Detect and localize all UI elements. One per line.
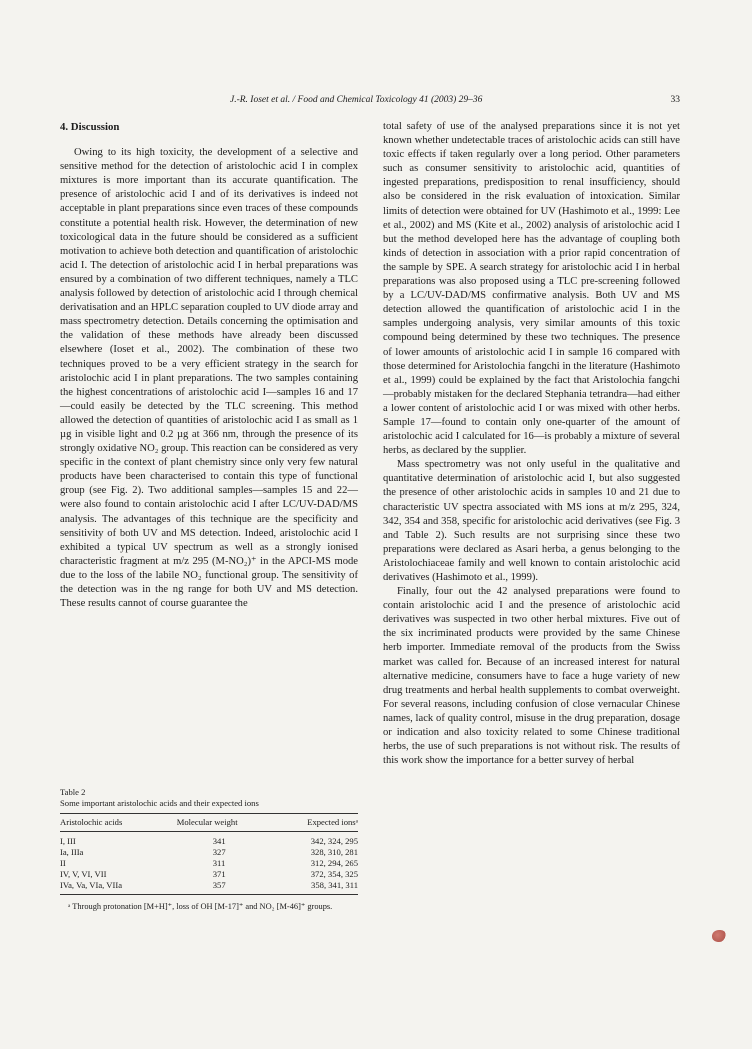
right-column bbox=[383, 120, 680, 768]
cell-expected-ions: 372, 354, 325 bbox=[310, 869, 358, 879]
section-title: 4. Discussion bbox=[60, 121, 120, 133]
cell-expected-ions: 328, 310, 281 bbox=[310, 847, 358, 857]
cell-expected-ions: 342, 324, 295 bbox=[310, 836, 358, 846]
aristolochic-acids-table bbox=[60, 813, 358, 895]
cell-acids: Ia, IIIa bbox=[60, 847, 84, 857]
column-header-acids: Aristolochic acids bbox=[60, 814, 155, 832]
cell-acids: IVa, Va, VIa, VIIa bbox=[60, 880, 155, 895]
table-label: Table 2 bbox=[60, 787, 86, 797]
table-2 bbox=[60, 787, 358, 912]
ink-stain-mark bbox=[712, 930, 726, 942]
page-number: 33 bbox=[670, 95, 680, 105]
discussion-paragraph-1: Owing to its high toxicity, the development of a selective and sensitive method for the detection of aristolochic acid I in complex mixtures is more important than its accurate quantification. The presence of aristolochic acid I and of its derivatives is indeed not acceptable in plant preparations since even traces of these compounds constitute a potential health risk. However, the determination of new toxicological data in the future should be considered as a sufficient motivation to achieve both detection and quantification of aristolochic acid I. The detection of aristolochic acid I in herbal preparations was ensured by a combination of two different techniques, namely a TLC analysis followed by detection of aristolochic acid I through chemical derivatisation and an HPLC separation coupled to UV diode array and mass spectrometry detection. Details concerning the optimisation and the validation of these methods have already been discussed elsewhere (Ioset et al., 2002). The combination of these two techniques proved to be a very efficient strategy in the search for aristolochic acid I in plant preparations. The two samples containing the highest concentrations of aristolochic acid I—samples 16 and 17—could easily be detected by the TLC screening. This method allowed the detection of quantities of aristolochic acid I as small as 1 µg in visible light and 0.2 µg at 366 nm, through the presence of its strongly oxidative NO₂ group. This reaction can be considered as very specific in the context of plant chemistry since only very few natural products have been characterised to contain this type of functional group (see Fig. 2). Two additional samples—samples 15 and 22—were also found to contain aristolochic acid I after LC/UV-DAD/MS analysis. The advantages of this technique are the specificity and sensitivity of both UV and MS detection. Indeed, aristolochic acid I exhibited a typical UV spectrum as well as a strongly ionised characteristic fragment at m/z 295 (M-NO₂)⁺ in the APCI-MS mode due to the loss of the labile NO₂ functional group. The sensitivity of the detection was in the ng range for both UV and MS detection. These results cannot of course guarantee the bbox=[60, 147, 358, 610]
discussion-paragraph-finally: Finally, four out the 42 analysed preparations were found to contain aristolochic acid I and the presence of aristolochic acid derivatives was suspected in two other herbal mixtures. Five out of the six incriminated products were provided by the same Chinese herb importer. Immediate removal of the products from the Swiss market was called for. Because of an increased interest for natural alternative medicine, consumers have to face a huge variety of new drug treatments and herbal health supplements to combat overweight. For several reasons, including confusion of close vernacular Chinese names, lack of quality control, misuse in the drug preparation, dosage or indication and also toxicity related to some Chinese traditional herbs, the use of such preparations is not without risk. The results of this work show the importance for a better survey of herbal bbox=[383, 586, 680, 767]
discussion-paragraph-continued: total safety of use of the analysed preparations since it is not yet known whether undetectable traces of aristolochic acids can still have toxic effects if taken regularly over a long period. Other parameters such as consumer sensitivity to aristolochic acid, quantities of ingested preparations, predisposition to renal insufficiency, should also be considered in the risk evaluation of intoxication. Similar limits of detection were obtained for UV (Hashimoto et al., 1999: Lee et al., 2002) and MS (Kite et al., 2002) analysis of aristolochic acid I but the method developed here has the advantage of coupling both kinds of detection in association with a prior rapid concentration of the sample by SPE. A search strategy for aristolochic acid I in herbal preparations was also proposed using a TLC pre-screening followed by a LC/UV-DAD/MS confirmative analysis. Both UV and MS detection allowed the quantification of aristolochic acid I in the samples undergoing analysis, very similar amounts of this toxic compound being determined by these two techniques. The presence of lower amounts of aristolochic acid I in sample 16 compared with those determined for Aristolochia fangchi in the literature (Hashimoto et al., 1999) could be explained by the fact that Aristolochia fangchi—probably mistaken for the declared Stephania tetrandra—had either a lower content of aristolochic acid I or was mixed with other herbs. Sample 17—found to contain only one-quarter of the amount of aristolochic acid I calculated for 16—is probably a mixture of several herbs, as declared by the supplier. bbox=[383, 121, 680, 457]
cell-molecular-weight: 327 bbox=[212, 847, 226, 857]
table-row bbox=[60, 880, 358, 895]
cell-acids: IV, V, VI, VII bbox=[60, 869, 107, 879]
table-row bbox=[60, 832, 358, 848]
cell-expected-ions: 312, 294, 265 bbox=[310, 858, 358, 868]
left-column bbox=[60, 120, 358, 611]
discussion-paragraph-mass-spectrometry: Mass spectrometry was not only useful in the qualitative and quantitative determination of aristolochic acid I, but also suggested the presence of other aristolochic acids in samples 10 and 21 due to characteristic UV spectra associated with MS ions at m/z 295, 324, 342, 354 and 358, specific for aristolochic acid derivatives (see Fig. 3 and Table 2). Such results are not surprising since these two preparations were declared as Asari herba, a genus belonging to the Aristolochiaceae family and well known to contain aristolochic acid derivatives (Hashimoto et al., 1999). bbox=[383, 459, 680, 583]
table-row bbox=[60, 869, 358, 880]
cell-acids: II bbox=[60, 858, 66, 868]
table-footnote: ᵃ Through protonation [M+H]⁺, loss of OH [M-17]⁺ and NO₂ [M-46]⁺ groups. bbox=[68, 902, 333, 911]
cell-molecular-weight: 311 bbox=[212, 858, 226, 868]
table-row bbox=[60, 858, 358, 869]
cell-molecular-weight: 357 bbox=[155, 880, 281, 895]
column-header-molecular-weight: Molecular weight bbox=[155, 814, 281, 832]
cell-acids: I, III bbox=[60, 836, 76, 846]
table-caption: Some important aristolochic acids and their expected ions bbox=[60, 798, 259, 808]
table-row bbox=[60, 847, 358, 858]
cell-molecular-weight: 341 bbox=[212, 836, 226, 846]
cell-molecular-weight: 371 bbox=[212, 869, 226, 879]
column-header-expected-ions: Expected ionsᵃ bbox=[281, 814, 358, 832]
table-header-row bbox=[60, 814, 358, 832]
cell-expected-ions: 358, 341, 311 bbox=[281, 880, 358, 895]
journal-citation: J.-R. Ioset et al. / Food and Chemical Toxicology 41 (2003) 29–36 bbox=[230, 95, 483, 105]
